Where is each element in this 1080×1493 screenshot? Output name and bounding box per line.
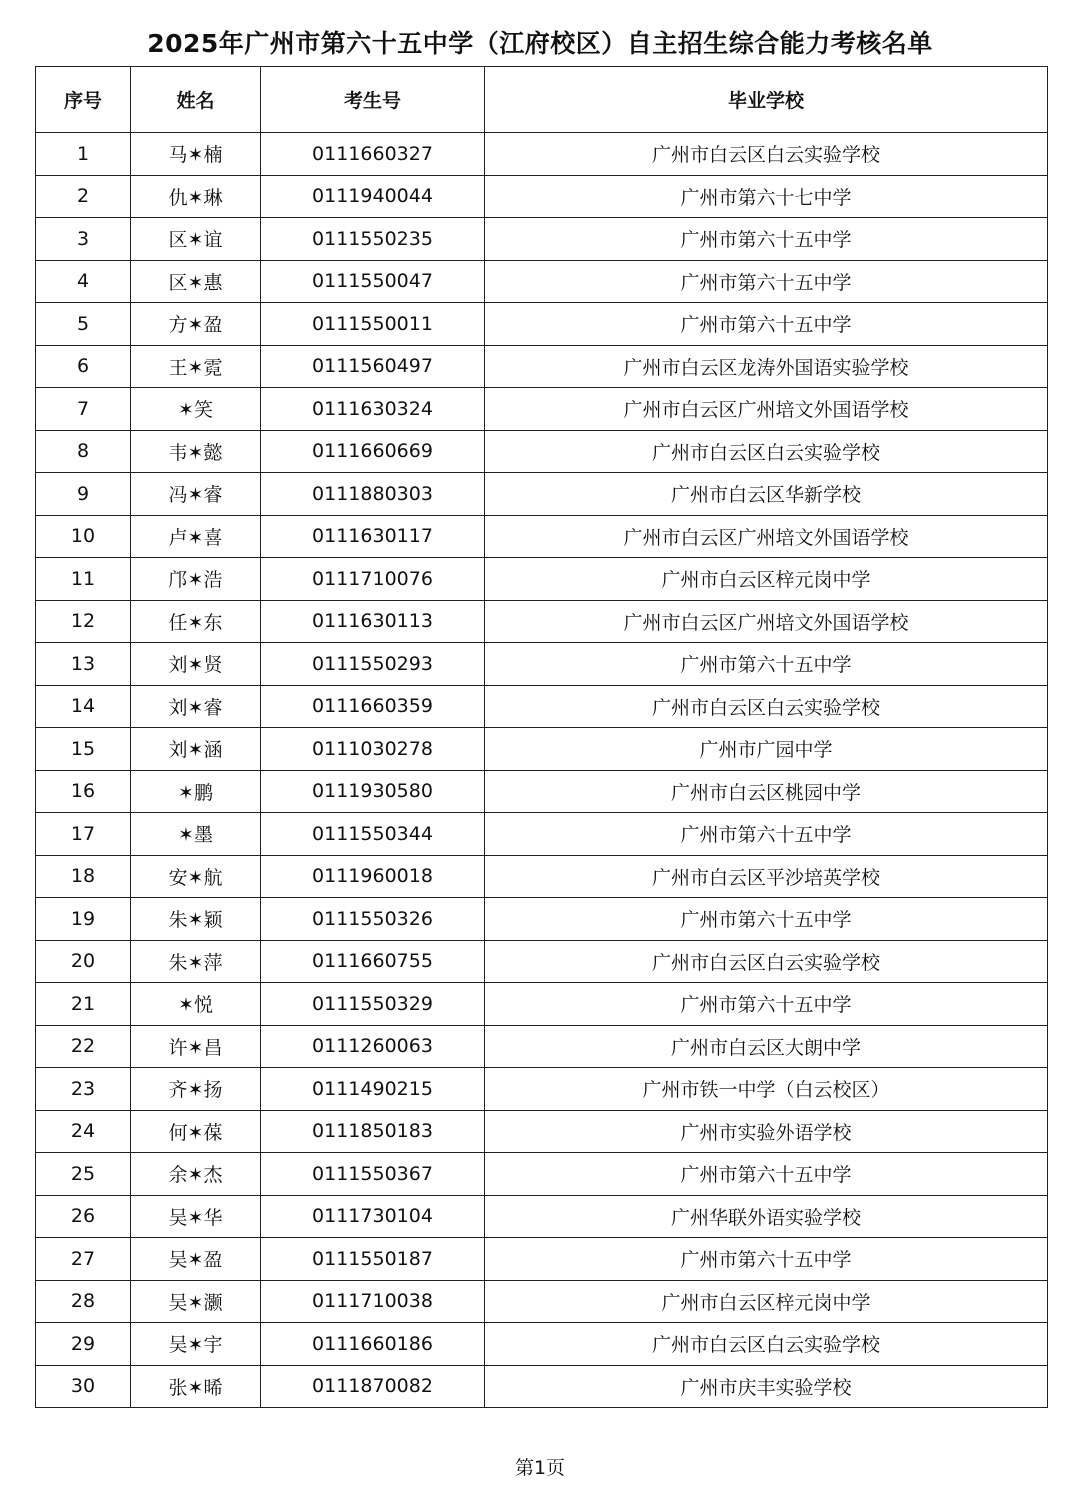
table-row — [36, 643, 1048, 686]
cell-name: 韦✶懿 — [131, 430, 261, 473]
table-row — [36, 940, 1048, 983]
cell-candidate-number: 0111710038 — [261, 1280, 485, 1323]
page-number: 第1页 — [514, 1457, 566, 1479]
cell-candidate-number: 0111550329 — [261, 983, 485, 1026]
cell-name: 区✶谊 — [131, 218, 261, 261]
cell-name: 许✶昌 — [131, 1025, 261, 1068]
cell-serial-number: 21 — [36, 983, 131, 1026]
cell-name: 刘✶睿 — [131, 685, 261, 728]
cell-serial-number: 20 — [36, 940, 131, 983]
cell-name: 安✶航 — [131, 855, 261, 898]
table-row — [36, 430, 1048, 473]
cell-name: ✶笑 — [131, 388, 261, 431]
cell-graduation-school: 广州市白云区大朗中学 — [485, 1025, 1048, 1068]
cell-graduation-school: 广州市白云区梓元岗中学 — [485, 558, 1048, 601]
cell-name: ✶墨 — [131, 813, 261, 856]
cell-graduation-school: 广州市铁一中学（白云校区） — [485, 1068, 1048, 1111]
cell-name: 区✶惠 — [131, 260, 261, 303]
cell-candidate-number: 0111030278 — [261, 728, 485, 771]
table-row — [36, 983, 1048, 1026]
cell-candidate-number: 0111960018 — [261, 855, 485, 898]
cell-graduation-school: 广州市白云区广州培文外国语学校 — [485, 600, 1048, 643]
header-graduation-school: 毕业学校 — [485, 67, 1048, 133]
cell-serial-number: 7 — [36, 388, 131, 431]
table-row — [36, 133, 1048, 176]
cell-serial-number: 23 — [36, 1068, 131, 1111]
cell-candidate-number: 0111730104 — [261, 1195, 485, 1238]
cell-candidate-number: 0111870082 — [261, 1365, 485, 1408]
cell-candidate-number: 0111850183 — [261, 1110, 485, 1153]
candidate-table — [35, 66, 1048, 1408]
cell-name: 吴✶灏 — [131, 1280, 261, 1323]
table-row — [36, 175, 1048, 218]
cell-serial-number: 16 — [36, 770, 131, 813]
table-row — [36, 1365, 1048, 1408]
cell-candidate-number: 0111630117 — [261, 515, 485, 558]
cell-serial-number: 18 — [36, 855, 131, 898]
cell-serial-number: 15 — [36, 728, 131, 771]
cell-candidate-number: 0111660669 — [261, 430, 485, 473]
cell-serial-number: 14 — [36, 685, 131, 728]
cell-name: 朱✶颖 — [131, 898, 261, 941]
cell-candidate-number: 0111550367 — [261, 1153, 485, 1196]
cell-serial-number: 4 — [36, 260, 131, 303]
cell-serial-number: 30 — [36, 1365, 131, 1408]
cell-serial-number: 8 — [36, 430, 131, 473]
cell-graduation-school: 广州市第六十五中学 — [485, 218, 1048, 261]
cell-graduation-school: 广州市白云区平沙培英学校 — [485, 855, 1048, 898]
header-name: 姓名 — [131, 67, 261, 133]
document-title: 2025年广州市第六十五中学（江府校区）自主招生综合能力考核名单 — [147, 29, 933, 58]
table-row — [36, 388, 1048, 431]
cell-serial-number: 29 — [36, 1323, 131, 1366]
table-row — [36, 855, 1048, 898]
cell-serial-number: 24 — [36, 1110, 131, 1153]
cell-graduation-school: 广州市白云区广州培文外国语学校 — [485, 515, 1048, 558]
cell-candidate-number: 0111550326 — [261, 898, 485, 941]
table-row — [36, 345, 1048, 388]
cell-serial-number: 5 — [36, 303, 131, 346]
cell-graduation-school: 广州市白云区白云实验学校 — [485, 685, 1048, 728]
cell-candidate-number: 0111560497 — [261, 345, 485, 388]
cell-name: 马✶楠 — [131, 133, 261, 176]
table-row — [36, 1068, 1048, 1111]
cell-serial-number: 25 — [36, 1153, 131, 1196]
cell-serial-number: 1 — [36, 133, 131, 176]
table-row — [36, 1195, 1048, 1238]
cell-name: 王✶霓 — [131, 345, 261, 388]
cell-candidate-number: 0111550293 — [261, 643, 485, 686]
table-row — [36, 770, 1048, 813]
cell-serial-number: 2 — [36, 175, 131, 218]
cell-candidate-number: 0111940044 — [261, 175, 485, 218]
cell-candidate-number: 0111630113 — [261, 600, 485, 643]
cell-name: 余✶杰 — [131, 1153, 261, 1196]
cell-name: 刘✶涵 — [131, 728, 261, 771]
cell-name: 何✶葆 — [131, 1110, 261, 1153]
cell-graduation-school: 广州市第六十五中学 — [485, 1238, 1048, 1281]
cell-name: 冯✶睿 — [131, 473, 261, 516]
table-row — [36, 1153, 1048, 1196]
table-body — [36, 133, 1048, 1408]
cell-graduation-school: 广州市第六十七中学 — [485, 175, 1048, 218]
cell-candidate-number: 0111550235 — [261, 218, 485, 261]
cell-candidate-number: 0111490215 — [261, 1068, 485, 1111]
cell-name: 张✶晞 — [131, 1365, 261, 1408]
cell-candidate-number: 0111660755 — [261, 940, 485, 983]
cell-name: 朱✶萍 — [131, 940, 261, 983]
cell-candidate-number: 0111550187 — [261, 1238, 485, 1281]
cell-candidate-number: 0111880303 — [261, 473, 485, 516]
cell-graduation-school: 广州市庆丰实验学校 — [485, 1365, 1048, 1408]
table-row — [36, 558, 1048, 601]
cell-graduation-school: 广州市白云区白云实验学校 — [485, 133, 1048, 176]
cell-name: ✶鹏 — [131, 770, 261, 813]
cell-graduation-school: 广州市第六十五中学 — [485, 260, 1048, 303]
cell-name: 刘✶贤 — [131, 643, 261, 686]
cell-serial-number: 22 — [36, 1025, 131, 1068]
cell-candidate-number: 0111550344 — [261, 813, 485, 856]
cell-graduation-school: 广州市实验外语学校 — [485, 1110, 1048, 1153]
table-row — [36, 1025, 1048, 1068]
cell-name: 邝✶浩 — [131, 558, 261, 601]
cell-name: 吴✶盈 — [131, 1238, 261, 1281]
cell-candidate-number: 0111660327 — [261, 133, 485, 176]
cell-graduation-school: 广州市第六十五中学 — [485, 898, 1048, 941]
cell-graduation-school: 广州市白云区白云实验学校 — [485, 430, 1048, 473]
table-row — [36, 1323, 1048, 1366]
table-row — [36, 600, 1048, 643]
cell-serial-number: 27 — [36, 1238, 131, 1281]
cell-graduation-school: 广州市第六十五中学 — [485, 1153, 1048, 1196]
cell-serial-number: 3 — [36, 218, 131, 261]
table-row — [36, 685, 1048, 728]
cell-graduation-school: 广州市白云区华新学校 — [485, 473, 1048, 516]
cell-graduation-school: 广州市第六十五中学 — [485, 813, 1048, 856]
cell-name: 卢✶喜 — [131, 515, 261, 558]
cell-graduation-school: 广州市第六十五中学 — [485, 983, 1048, 1026]
cell-serial-number: 19 — [36, 898, 131, 941]
cell-candidate-number: 0111710076 — [261, 558, 485, 601]
cell-serial-number: 12 — [36, 600, 131, 643]
table-row — [36, 515, 1048, 558]
table-row — [36, 260, 1048, 303]
header-row — [36, 67, 1048, 133]
cell-name: 齐✶扬 — [131, 1068, 261, 1111]
cell-candidate-number: 0111550047 — [261, 260, 485, 303]
cell-serial-number: 6 — [36, 345, 131, 388]
table-row — [36, 898, 1048, 941]
cell-serial-number: 17 — [36, 813, 131, 856]
cell-name: 吴✶宇 — [131, 1323, 261, 1366]
cell-graduation-school: 广州市第六十五中学 — [485, 303, 1048, 346]
cell-graduation-school: 广州华联外语实验学校 — [485, 1195, 1048, 1238]
cell-name: 任✶东 — [131, 600, 261, 643]
table-header — [36, 67, 1048, 133]
cell-candidate-number: 0111660359 — [261, 685, 485, 728]
cell-graduation-school: 广州市白云区桃园中学 — [485, 770, 1048, 813]
header-candidate-number: 考生号 — [261, 67, 485, 133]
cell-candidate-number: 0111550011 — [261, 303, 485, 346]
cell-name: ✶悦 — [131, 983, 261, 1026]
cell-graduation-school: 广州市第六十五中学 — [485, 643, 1048, 686]
cell-serial-number: 11 — [36, 558, 131, 601]
cell-serial-number: 26 — [36, 1195, 131, 1238]
cell-graduation-school: 广州市白云区龙涛外国语实验学校 — [485, 345, 1048, 388]
cell-serial-number: 13 — [36, 643, 131, 686]
table-row — [36, 303, 1048, 346]
table-row — [36, 218, 1048, 261]
cell-serial-number: 9 — [36, 473, 131, 516]
cell-name: 吴✶华 — [131, 1195, 261, 1238]
header-serial-number: 序号 — [36, 67, 131, 133]
cell-candidate-number: 0111260063 — [261, 1025, 485, 1068]
table-row — [36, 473, 1048, 516]
cell-graduation-school: 广州市白云区梓元岗中学 — [485, 1280, 1048, 1323]
cell-serial-number: 10 — [36, 515, 131, 558]
cell-graduation-school: 广州市白云区白云实验学校 — [485, 940, 1048, 983]
table-row — [36, 728, 1048, 771]
table-row — [36, 1280, 1048, 1323]
cell-graduation-school: 广州市白云区白云实验学校 — [485, 1323, 1048, 1366]
table-row — [36, 813, 1048, 856]
cell-candidate-number: 0111930580 — [261, 770, 485, 813]
cell-serial-number: 28 — [36, 1280, 131, 1323]
cell-candidate-number: 0111630324 — [261, 388, 485, 431]
cell-graduation-school: 广州市广园中学 — [485, 728, 1048, 771]
table-row — [36, 1238, 1048, 1281]
cell-candidate-number: 0111660186 — [261, 1323, 485, 1366]
cell-graduation-school: 广州市白云区广州培文外国语学校 — [485, 388, 1048, 431]
cell-name: 仇✶琳 — [131, 175, 261, 218]
table-row — [36, 1110, 1048, 1153]
cell-name: 方✶盈 — [131, 303, 261, 346]
